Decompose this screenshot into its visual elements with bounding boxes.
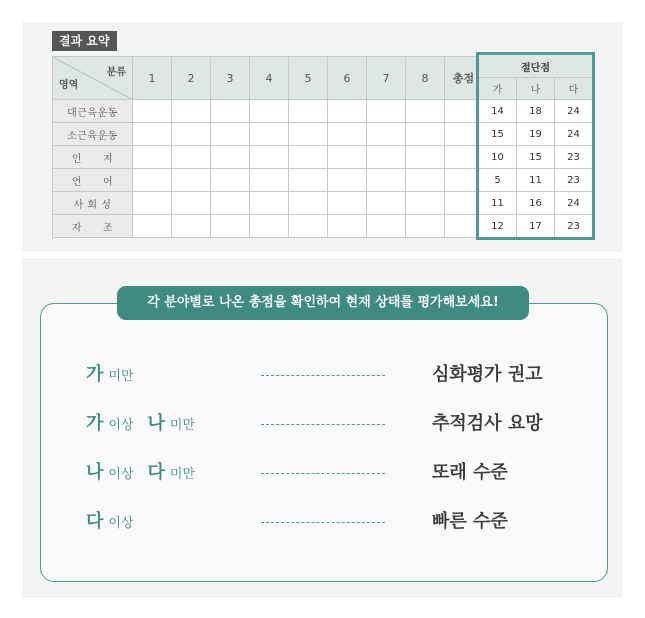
score-cell[interactable] <box>172 100 211 123</box>
score-cell[interactable] <box>133 169 172 192</box>
table-row <box>53 169 483 192</box>
row-label: 인 지 <box>53 146 133 169</box>
total-cell[interactable] <box>445 169 483 192</box>
column-header: 4 <box>250 57 289 100</box>
cutoff-value: 15 <box>479 123 517 146</box>
column-header: 6 <box>328 57 367 100</box>
cutoff-value: 18 <box>517 100 555 123</box>
score-cell[interactable] <box>250 146 289 169</box>
cutoff-value: 19 <box>517 123 555 146</box>
guide-condition <box>86 508 148 538</box>
cutoff-level-header: 나 <box>517 78 555 100</box>
score-cell[interactable] <box>133 192 172 215</box>
guide-condition <box>86 410 209 440</box>
dotted-leader <box>261 473 385 474</box>
column-header: 8 <box>406 57 445 100</box>
score-cell[interactable] <box>211 146 250 169</box>
score-cell[interactable] <box>328 123 367 146</box>
score-cell[interactable] <box>367 123 406 146</box>
score-cell[interactable] <box>289 146 328 169</box>
cutoff-value: 23 <box>555 169 593 192</box>
cutoff-value: 24 <box>555 192 593 215</box>
score-cell[interactable] <box>289 192 328 215</box>
score-cell[interactable] <box>289 123 328 146</box>
cutoff-value: 5 <box>479 169 517 192</box>
guide-row <box>86 361 566 389</box>
score-cell[interactable] <box>328 146 367 169</box>
summary-label: 결과 요약 <box>52 31 117 51</box>
cutoff-value: 11 <box>517 169 555 192</box>
level-label: 나 <box>147 413 165 434</box>
score-cell[interactable] <box>250 192 289 215</box>
score-cell[interactable] <box>172 169 211 192</box>
cutoff-title: 절단점 <box>479 55 593 78</box>
total-cell[interactable] <box>445 100 483 123</box>
column-header: 7 <box>367 57 406 100</box>
level-label: 가 <box>86 364 104 385</box>
score-cell[interactable] <box>172 215 211 238</box>
cutoff-level-header: 다 <box>555 78 593 100</box>
score-cell[interactable] <box>133 215 172 238</box>
guide-result: 심화평가 권고 <box>432 364 543 385</box>
score-cell[interactable] <box>250 100 289 123</box>
category-header: 분류 <box>106 67 126 78</box>
total-cell[interactable] <box>445 215 483 238</box>
score-cell[interactable] <box>406 123 445 146</box>
relation-label: 이상 <box>108 467 134 482</box>
score-cell[interactable] <box>172 146 211 169</box>
score-cell[interactable] <box>406 100 445 123</box>
row-label: 대근육운동 <box>53 100 133 123</box>
cutoff-value: 12 <box>479 215 517 238</box>
score-cell[interactable] <box>367 215 406 238</box>
level-label: 다 <box>86 511 104 532</box>
score-cell[interactable] <box>328 215 367 238</box>
column-header: 5 <box>289 57 328 100</box>
score-cell[interactable] <box>328 169 367 192</box>
dotted-leader <box>261 424 385 425</box>
guide-condition <box>86 459 209 489</box>
cutoff-value: 11 <box>479 192 517 215</box>
score-cell[interactable] <box>406 192 445 215</box>
score-cell[interactable] <box>172 192 211 215</box>
score-cell[interactable] <box>289 100 328 123</box>
cutoff-value: 16 <box>517 192 555 215</box>
score-cell[interactable] <box>250 123 289 146</box>
row-label: 자 조 <box>53 215 133 238</box>
level-label: 가 <box>86 413 104 434</box>
cutoff-level-header: 가 <box>479 78 517 100</box>
corner-header <box>53 57 133 100</box>
row-label: 사 회 성 <box>53 192 133 215</box>
score-cell[interactable] <box>367 146 406 169</box>
guide-result: 빠른 수준 <box>432 511 508 532</box>
score-cell[interactable] <box>250 169 289 192</box>
guide-row <box>86 459 566 487</box>
cutoff-row <box>479 215 593 238</box>
total-cell[interactable] <box>445 123 483 146</box>
score-cell[interactable] <box>289 215 328 238</box>
column-header: 3 <box>211 57 250 100</box>
cutoff-value: 15 <box>517 146 555 169</box>
column-header: 1 <box>133 57 172 100</box>
cutoff-row <box>479 123 593 146</box>
score-cell[interactable] <box>211 100 250 123</box>
total-cell[interactable] <box>445 146 483 169</box>
guide-row <box>86 410 566 438</box>
level-label: 나 <box>86 462 104 483</box>
score-cell[interactable] <box>172 123 211 146</box>
score-cell[interactable] <box>211 123 250 146</box>
score-cell[interactable] <box>406 215 445 238</box>
cutoff-row <box>479 192 593 215</box>
guide-result: 또래 수준 <box>432 462 508 483</box>
dotted-leader <box>261 375 385 376</box>
score-cell[interactable] <box>211 169 250 192</box>
score-cell[interactable] <box>367 169 406 192</box>
cutoff-value: 17 <box>517 215 555 238</box>
cutoff-value: 24 <box>555 100 593 123</box>
column-header: 2 <box>172 57 211 100</box>
guide-result: 추적검사 요망 <box>432 413 543 434</box>
domain-header: 영역 <box>59 80 79 91</box>
relation-label: 미만 <box>169 418 196 433</box>
score-cell[interactable] <box>328 100 367 123</box>
relation-label: 이상 <box>108 516 134 531</box>
score-cell[interactable] <box>133 146 172 169</box>
score-cell[interactable] <box>133 123 172 146</box>
cutoff-value: 23 <box>555 215 593 238</box>
score-cell[interactable] <box>367 100 406 123</box>
score-cell[interactable] <box>211 192 250 215</box>
score-cell[interactable] <box>250 215 289 238</box>
score-cell[interactable] <box>133 100 172 123</box>
score-cell[interactable] <box>289 169 328 192</box>
score-cell[interactable] <box>367 192 406 215</box>
cutoff-table <box>478 54 593 238</box>
level-label: 다 <box>147 462 165 483</box>
relation-label: 이상 <box>108 418 134 433</box>
score-cell[interactable] <box>211 215 250 238</box>
guide-condition <box>86 361 148 391</box>
table-row <box>53 100 483 123</box>
total-header: 총점 <box>445 57 483 100</box>
guide-row <box>86 508 566 536</box>
score-cell[interactable] <box>328 192 367 215</box>
cutoff-value: 23 <box>555 146 593 169</box>
score-table <box>52 56 483 238</box>
relation-label: 미만 <box>169 467 196 482</box>
cutoff-row <box>479 169 593 192</box>
cutoff-value: 14 <box>479 100 517 123</box>
row-label: 언 어 <box>53 169 133 192</box>
cutoff-value: 10 <box>479 146 517 169</box>
table-row <box>53 123 483 146</box>
cutoff-row <box>479 146 593 169</box>
cutoff-row <box>479 100 593 123</box>
guide-banner: 각 분야별로 나온 총점을 확인하여 현재 상태를 평가해보세요! <box>117 286 529 320</box>
table-row <box>53 146 483 169</box>
cutoff-value: 24 <box>555 123 593 146</box>
score-cell[interactable] <box>406 146 445 169</box>
relation-label: 미만 <box>108 369 134 384</box>
score-cell[interactable] <box>406 169 445 192</box>
dotted-leader <box>261 522 385 523</box>
row-label: 소근육운동 <box>53 123 133 146</box>
guide-box <box>40 303 608 582</box>
table-row <box>53 215 483 238</box>
total-cell[interactable] <box>445 192 483 215</box>
table-row <box>53 192 483 215</box>
